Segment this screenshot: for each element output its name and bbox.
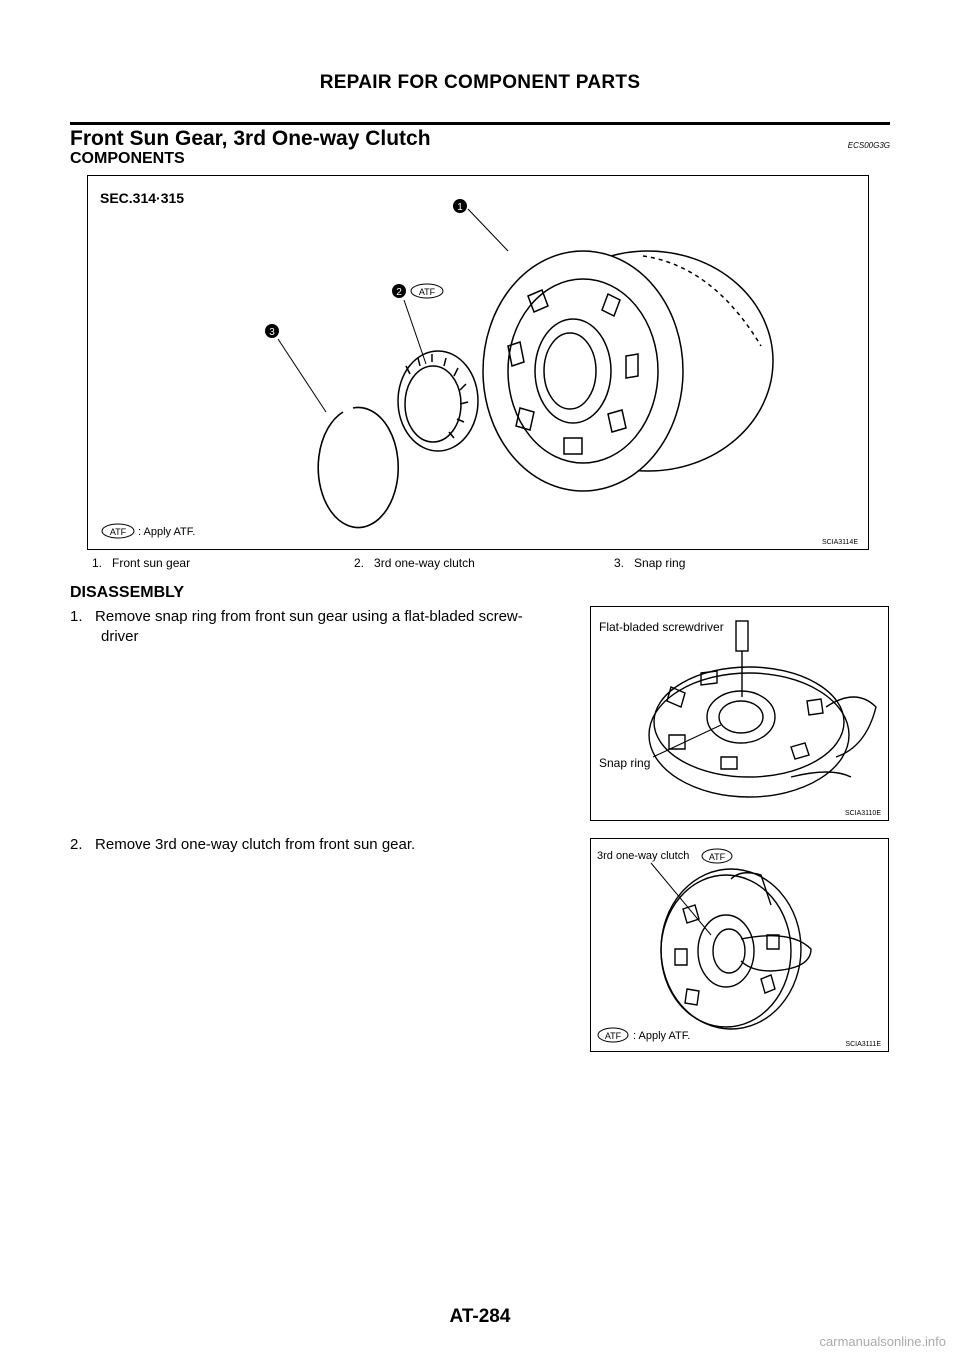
snap-ring-removal-illustration [591,607,888,820]
components-figure [87,175,869,550]
section-title: Front Sun Gear, 3rd One-way Clutch [70,127,431,150]
svg-text:3: 3 [269,327,275,338]
header-rule [70,122,890,125]
figure-id: SCIA3114E [821,539,858,546]
atf-symbol-callout [411,284,443,298]
components-heading: COMPONENTS [70,150,185,167]
callout-2 [392,284,406,298]
svg-text:ATF: ATF [109,527,127,537]
components-illustration [88,176,868,549]
clutch-removal-illustration [591,839,888,1051]
snap-ring-drawing [318,407,398,527]
page-header: REPAIR FOR COMPONENT PARTS [319,72,641,93]
svg-text:1: 1 [457,202,463,213]
page-number: AT-284 [449,1306,511,1327]
atf-symbol-top [702,849,732,863]
legend-item-2: 2. 3rd one-way clutch [354,556,475,570]
clutch-label: 3rd one-way clutch [597,850,690,862]
snap-ring-label: Snap ring [599,756,651,770]
svg-text:2: 2 [396,287,402,298]
atf-note [102,524,195,538]
callout-1 [453,199,467,213]
svg-text:: Apply ATF.: : Apply ATF. [138,526,196,538]
step-2-figure [590,838,889,1052]
legend-item-1: 1. Front sun gear [92,556,191,570]
step-1-figure [590,606,889,821]
section-code: ECS00G3G [847,141,890,150]
step-1-figure-id: SCIA3110E [844,810,881,817]
watermark: carmanualsonline.info [819,1334,946,1349]
step-1: 1. Remove snap ring from front sun gear using a flat-bladed screw- driver [70,608,523,645]
svg-text:ATF: ATF [418,287,436,297]
atf-note-step-2 [598,1028,690,1042]
front-sun-gear-drawing [483,251,773,491]
disassembly-heading: DISASSEMBLY [70,584,185,601]
svg-text:ATF: ATF [708,852,726,862]
svg-text:: Apply ATF.: : Apply ATF. [633,1030,691,1042]
step-2-figure-id: SCIA3111E [845,1041,881,1048]
step-2: 2. Remove 3rd one-way clutch from front sun gear. [70,836,416,853]
one-way-clutch-drawing [398,351,478,451]
callout-3 [265,324,279,338]
sec-label: SEC.314·315 [100,190,185,206]
screwdriver-label: Flat-bladed screwdriver [599,620,724,634]
svg-text:ATF: ATF [604,1031,622,1041]
legend-item-3: 3. Snap ring [614,556,686,570]
